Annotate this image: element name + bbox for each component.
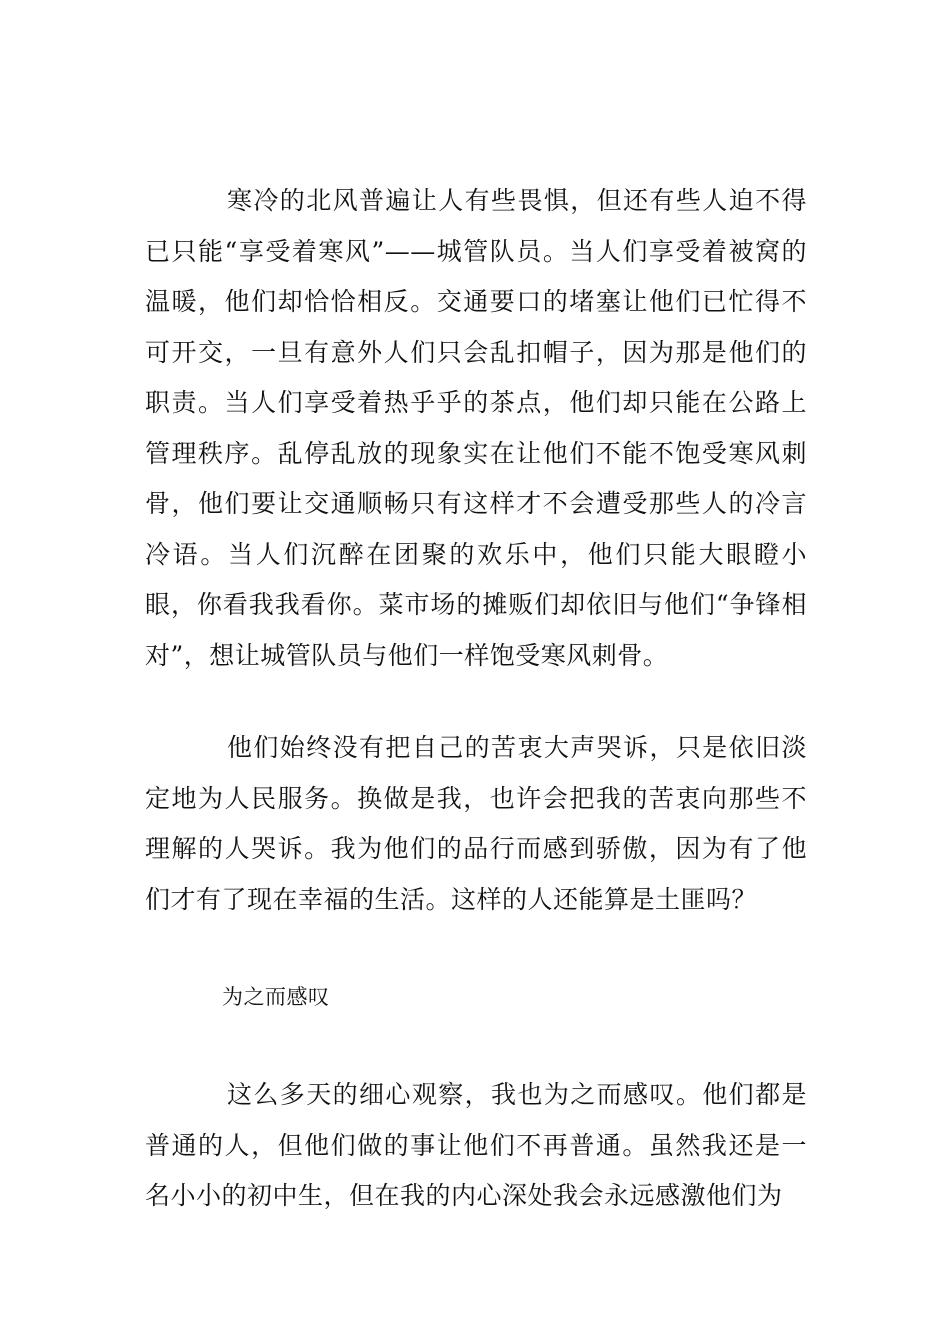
- body-paragraph: 这么多天的细心观察，我也为之而感叹。他们都是普通的人，但他们做的事让他们不再普通。虽然我还是一名小小的初中生，但在我的内心深处我会永远感激他们为: [145, 1080, 807, 1210]
- section-heading: 为之而感叹: [222, 985, 330, 1009]
- body-paragraph: 他们始终没有把自己的苦衷大声哭诉，只是依旧淡定地为人民服务。换做是我，也许会把我的苦衷向那些不理解的人哭诉。我为他们的品行而感到骄傲，因为有了他们才有了现在幸福的生活。这样的人还能算是土匪吗？: [145, 733, 807, 914]
- body-paragraph: 寒冷的北风普遍让人有些畏惧，但还有些人迫不得已只能“享受着寒风”——城管队员。当人们享受着被窝的温暖，他们却恰恰相反。交通要口的堵塞让他们已忙得不可开交，一旦有意外人们只会乱扣帽子，因为那是他们的职责。当人们享受着热乎乎的茶点，他们却只能在公路上管理秩序。乱停乱放的现象实在让他们不能不饱受寒风刺骨，他们要让交通顺畅只有这样才不会遭受那些人的冷言冷语。当人们沉醉在团聚的欢乐中，他们只能大眼瞪小眼，你看我我看你。菜市场的摊贩们却依旧与他们“争锋相对”，想让城管队员与他们一样饱受寒风刺骨。: [145, 186, 807, 670]
